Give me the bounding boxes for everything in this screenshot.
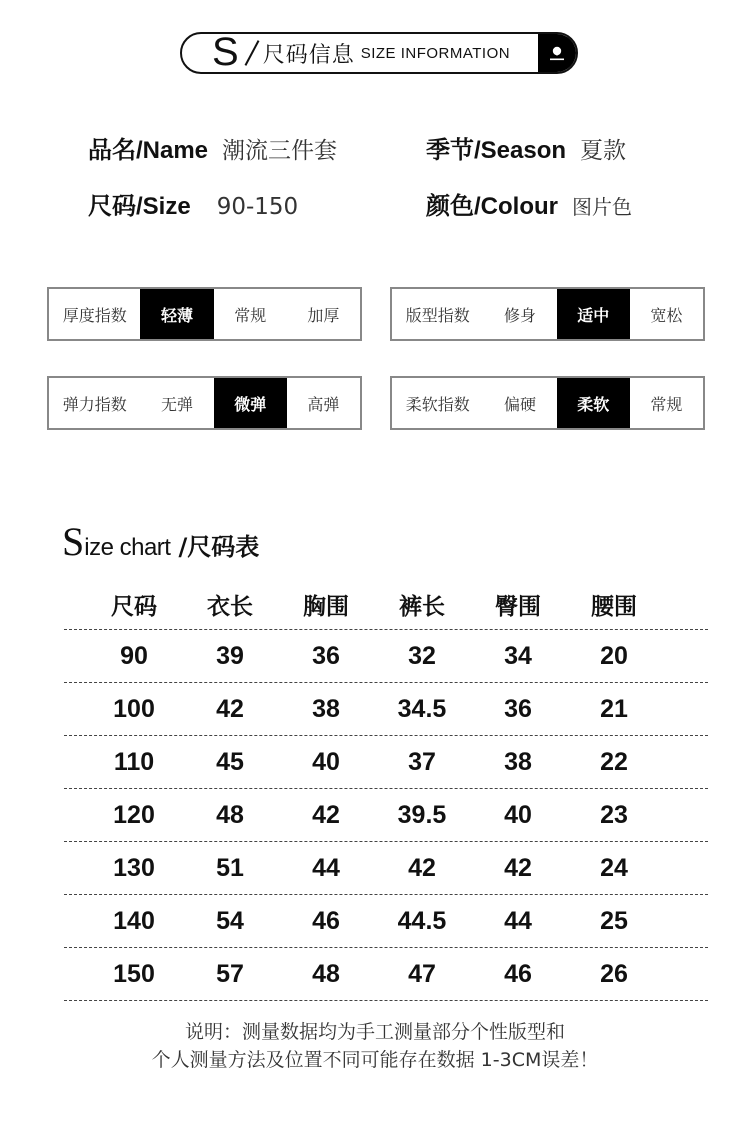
- cell-size: 110: [113, 748, 155, 776]
- table-body: [64, 630, 708, 1001]
- cell-chest: 40: [312, 748, 340, 776]
- product-name-value: 潮流三件套: [222, 138, 338, 164]
- header-pants-length: 裤长: [399, 593, 445, 620]
- elasticity-option-high: 高弹: [307, 394, 340, 414]
- cell-chest: 42: [312, 801, 340, 829]
- elasticity-option-slight: 微弹: [214, 378, 287, 428]
- size-chart-heading-en: ize chart: [84, 534, 171, 561]
- thickness-index-label: 厚度指数: [62, 305, 127, 325]
- table-row: [64, 630, 708, 683]
- table-row: [64, 736, 708, 789]
- cell-top-length: 48: [216, 801, 244, 829]
- elasticity-option-none: 无弹: [161, 394, 194, 414]
- size-range-label: 尺码/Size: [88, 193, 191, 220]
- header-chest: 胸围: [303, 593, 349, 620]
- size-chart-heading-cn: /尺码表: [178, 533, 260, 561]
- product-name-row: [88, 130, 337, 165]
- header-size: 尺码: [111, 593, 157, 620]
- cell-waist: 21: [600, 695, 628, 723]
- season-row: [426, 130, 626, 165]
- cell-hip: 40: [504, 801, 532, 829]
- header-hip: 臀围: [495, 593, 541, 620]
- cell-top-length: 39: [216, 642, 244, 670]
- table-row: [64, 948, 708, 1001]
- cell-top-length: 51: [216, 854, 244, 882]
- cell-hip: 34: [504, 642, 532, 670]
- cell-waist: 20: [600, 642, 628, 670]
- header-title-cn: 尺码信息: [262, 42, 355, 68]
- colour-value: 图片色: [572, 195, 632, 219]
- colour-row: [426, 186, 632, 221]
- header-top-length: 衣长: [207, 593, 253, 620]
- cell-size: 150: [113, 960, 155, 988]
- softness-index-label: 柔软指数: [405, 394, 470, 414]
- cell-chest: 46: [312, 907, 340, 935]
- cell-waist: 22: [600, 748, 628, 776]
- season-value: 夏款: [580, 138, 627, 164]
- cell-pants-length: 34.5: [397, 695, 447, 723]
- cell-size: 140: [113, 907, 155, 935]
- size-range-row: [88, 186, 298, 221]
- cell-top-length: 45: [216, 748, 244, 776]
- cell-chest: 38: [312, 695, 340, 723]
- cell-chest: 36: [312, 642, 340, 670]
- fit-option-slim: 修身: [504, 305, 537, 325]
- softness-option-hard: 偏硬: [504, 394, 537, 414]
- size-table: [64, 578, 708, 1001]
- table-row: [64, 842, 708, 895]
- fit-index: [390, 287, 705, 341]
- season-label: 季节/Season: [426, 137, 567, 164]
- thickness-option-thick: 加厚: [307, 305, 340, 325]
- fit-index-label: 版型指数: [405, 305, 470, 325]
- cell-waist: 26: [600, 960, 628, 988]
- header-waist: 腰围: [591, 593, 637, 620]
- table-row: [64, 789, 708, 842]
- size-chart-heading: [62, 519, 260, 564]
- cell-pants-length: 39.5: [397, 801, 447, 829]
- table-row: [64, 895, 708, 948]
- footnote-line-1: 说明：测量数据均为手工测量部分个性版型和: [184, 1021, 565, 1043]
- cell-size: 130: [113, 854, 155, 882]
- cell-size: 120: [113, 801, 155, 829]
- cell-top-length: 54: [216, 907, 244, 935]
- table-header-row: [64, 578, 708, 630]
- cell-pants-length: 44.5: [397, 907, 447, 935]
- cell-chest: 48: [312, 960, 340, 988]
- cell-hip: 38: [504, 748, 532, 776]
- cell-waist: 25: [600, 907, 628, 935]
- header-letter: S: [212, 32, 239, 74]
- cell-pants-length: 42: [408, 854, 436, 882]
- thickness-option-thin: 轻薄: [140, 289, 213, 339]
- softness-option-soft: 柔软: [557, 378, 630, 428]
- cell-top-length: 57: [216, 960, 244, 988]
- size-chart-heading-s: S: [62, 519, 85, 564]
- softness-index: [390, 376, 705, 430]
- header-title-en: SIZE INFORMATION: [360, 44, 511, 62]
- thickness-index: [47, 287, 362, 341]
- cell-size: 90: [120, 642, 148, 670]
- fit-option-moderate: 适中: [557, 289, 630, 339]
- cell-size: 100: [113, 695, 155, 723]
- softness-option-regular: 常规: [650, 394, 683, 414]
- header-slash: [244, 40, 259, 66]
- size-range-value: 90-150: [216, 194, 299, 220]
- elasticity-index-label: 弹力指数: [62, 394, 127, 414]
- cell-hip: 44: [504, 907, 532, 935]
- product-name-label: 品名/Name: [88, 137, 209, 164]
- footnote-line-2: 个人测量方法及位置不同可能存在数据 1-3CM误差！: [151, 1049, 599, 1071]
- cell-chest: 44: [312, 854, 340, 882]
- cell-pants-length: 37: [408, 748, 436, 776]
- cell-pants-length: 32: [408, 642, 436, 670]
- cell-top-length: 42: [216, 695, 244, 723]
- elasticity-index: [47, 376, 362, 430]
- cell-pants-length: 47: [408, 960, 436, 988]
- cell-hip: 42: [504, 854, 532, 882]
- thickness-option-regular: 常规: [234, 305, 267, 325]
- location-pin-icon: [538, 34, 576, 72]
- cell-waist: 24: [600, 854, 628, 882]
- fit-option-loose: 宽松: [650, 305, 683, 325]
- size-info-header: [180, 32, 578, 74]
- table-row: [64, 683, 708, 736]
- colour-label: 颜色/Colour: [426, 193, 558, 220]
- cell-hip: 36: [504, 695, 532, 723]
- cell-waist: 23: [600, 801, 628, 829]
- cell-hip: 46: [504, 960, 532, 988]
